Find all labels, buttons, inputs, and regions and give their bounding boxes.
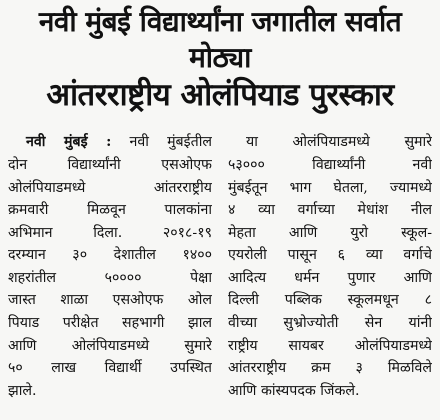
article-line: दोन विद्यार्थ्यांनी एसओएफ: [8, 156, 212, 173]
dateline: नवी मुंबई :: [26, 134, 112, 151]
article-column-1: [8, 131, 212, 402]
article-line: राष्ट्रीय सायबर ओलंपियाडमध्ये: [228, 337, 432, 354]
article-line: मेहता आणि युरो स्कूल-: [228, 224, 432, 241]
article-line: [8, 131, 212, 154]
headline-line-1: नवी मुंबई विद्यार्थ्यांना जगातील सर्वात मोठ्या: [38, 5, 402, 74]
article-line: या ओलंपियाडमध्ये सुमारे: [246, 134, 432, 151]
article-line: ओलंपियाडमध्ये आंतरराष्ट्रीय: [8, 179, 212, 196]
article-column-2: [228, 131, 432, 402]
article-body: [8, 131, 432, 402]
article-line-text: नवी मुंबईतील: [129, 134, 212, 151]
article-line: वीच्या सुभ्रोज्योती सेन यांनी: [228, 315, 432, 332]
article-line: आणि कांस्यपदक जिंकले.: [228, 382, 360, 399]
article-line: शहरांतील ५०००० पेक्षा: [8, 269, 212, 286]
article-line: झाले.: [8, 382, 37, 399]
article-line: आणि ओलंपियाडमध्ये सुमारे: [8, 337, 212, 354]
headline-line-2: आंतरराष्ट्रीय ओलंपियाड पुरस्कार: [46, 76, 394, 113]
article-line: आदित्य धर्मन पुणार आणि: [228, 269, 432, 286]
article-line: जास्त शाळा एसओएफ ओल: [8, 292, 212, 309]
article-line: आंतरराष्ट्रीय क्रम ३ मिळविले: [228, 360, 432, 377]
article-line: अभिमान दिला. २०१८-१९: [8, 224, 212, 241]
article-line: क्रमवारी मिळवून पालकांना: [8, 202, 212, 219]
article-line: ४ व्या वर्गाच्या मेधांश नील: [228, 202, 432, 219]
article-line: ५३००० विद्यार्थ्यांनी नवी: [228, 156, 432, 173]
article-line: पियाड परीक्षेत सहभागी झाल: [8, 315, 212, 332]
headline: [8, 4, 432, 115]
article-line: दिल्ली पब्लिक स्कूलमधून ८: [228, 292, 432, 309]
article-line: ५० लाख विद्यार्थी उपस्थित: [8, 360, 212, 377]
article-line: एयरोली पासून ६ व्या वर्गाचे: [228, 247, 432, 264]
article-line: दरम्यान ३० देशातील १४००: [8, 247, 212, 264]
article-line: मुंबईतून भाग घेतला, ज्यामध्ये: [228, 179, 432, 196]
